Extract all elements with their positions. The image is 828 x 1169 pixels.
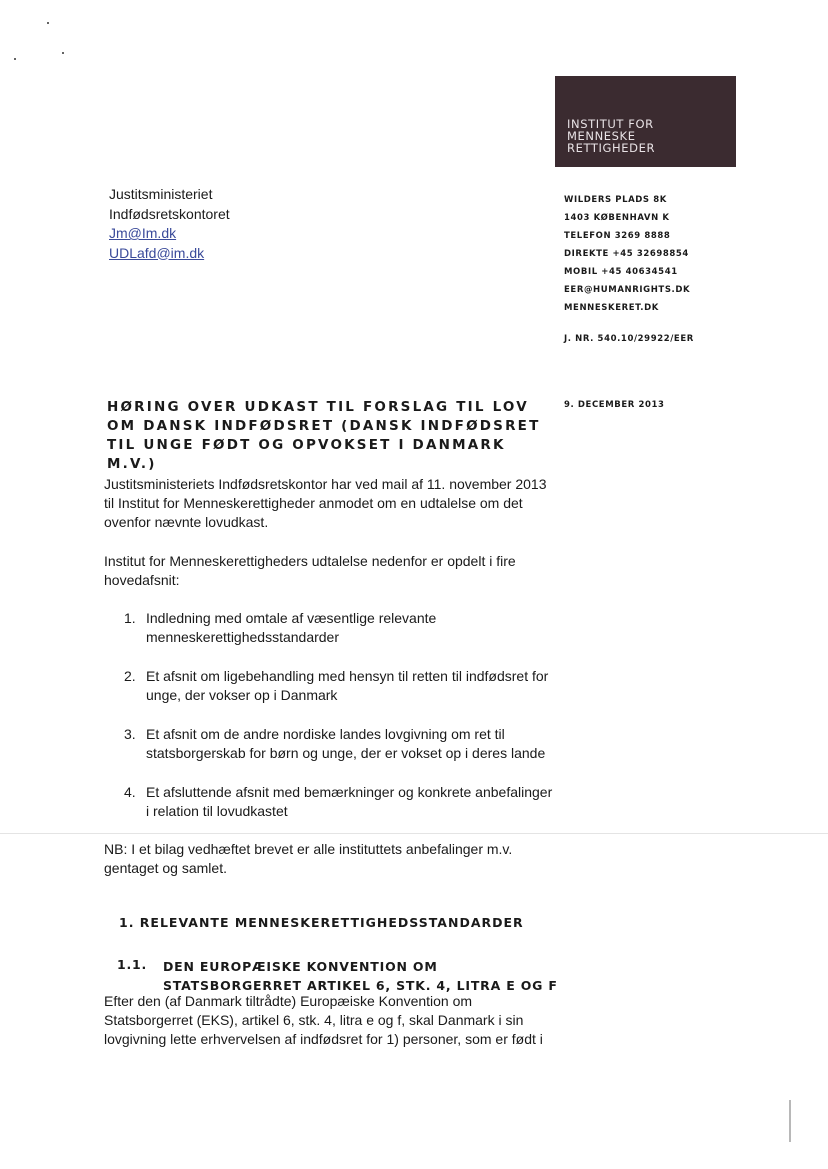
letter-date: 9. DECEMBER 2013 — [564, 400, 665, 410]
list-item — [124, 609, 554, 647]
recipient-office: Indfødsretskontoret — [109, 205, 230, 222]
sender-mobile: MOBIL +45 40634541 — [564, 267, 678, 277]
list-text: Et afsnit om ligebehandling med hensyn til retten til indfødsret for unge, der vokser op i Danmark — [146, 668, 549, 703]
scan-edge-mark — [789, 1100, 791, 1142]
subsection-number: 1.1. — [117, 957, 148, 972]
subsection-heading: DEN EUROPÆISKE KONVENTION OM STATSBORGERRET ARTIKEL 6, STK. 4, LITRA E OG F — [163, 959, 558, 993]
journal-number: J. NR. 540.10/29922/EER — [564, 334, 694, 344]
sender-direct-phone: DIREKTE +45 32698854 — [564, 249, 689, 259]
list-item — [124, 725, 554, 763]
list-number: 1. — [124, 610, 136, 626]
list-item — [124, 667, 554, 705]
list-number: 4. — [124, 784, 136, 800]
logo-line: MENNESKE — [567, 129, 636, 143]
scan-speck — [47, 22, 49, 24]
sender-email: EER@HUMANRIGHTS.DK — [564, 285, 691, 295]
list-text: Et afsnit om de andre nordiske landes lovgivning om ret til statsborgerskab for børn og unge, der er vokset op i deres lande — [146, 726, 546, 761]
logo-line: INSTITUT FOR — [567, 117, 654, 131]
scan-speck — [62, 52, 64, 54]
sender-contact-block — [564, 191, 690, 317]
list-number: 3. — [124, 726, 136, 742]
sender-phone: TELEFON 3269 8888 — [564, 231, 671, 241]
recipient-email-link[interactable]: UDLafd@im.dk — [109, 244, 205, 261]
list-text: Et afsluttende afsnit med bemærkninger og konkrete anbefalinger i relation til lovudkastet — [146, 784, 553, 819]
document-title: HØRING OVER UDKAST TIL FORSLAG TIL LOV OM DANSK INDFØDSRET (DANSK INDFØDSRET TIL UNGE FØDT OG OPVOKSET I DANMARK M.V.) — [107, 399, 541, 472]
list-number: 2. — [124, 668, 136, 684]
note-paragraph: NB: I et bilag vedhæftet brevet er alle instituttets anbefalinger m.v. gentaget og samlet. — [104, 841, 513, 876]
institute-logo — [555, 76, 736, 167]
section-heading: 1. RELEVANTE MENNESKERETTIGHEDSSTANDARDER — [119, 915, 524, 930]
section-body-text: Efter den (af Danmark tiltrådte) Europæiske Konvention om Statsborgerret (EKS), artikel 6, stk. 4, litra e og f, skal Danmark i sin lovgivning lette erhvervelsen af indfødsret for 1) personer, som er født i — [104, 993, 543, 1047]
list-text: Indledning med omtale af væsentlige relevante menneskerettighedsstandarder — [146, 610, 437, 645]
structure-paragraph: Institut for Menneskerettigheders udtalelse nedenfor er opdelt i fire hovedafsnit: — [104, 553, 516, 588]
recipient-name: Justitsministeriet — [109, 186, 213, 202]
recipient-block — [109, 185, 230, 263]
recipient-email-link[interactable]: Jm@Im.dk — [109, 225, 177, 241]
list-item — [124, 783, 554, 821]
intro-paragraph: Justitsministeriets Indfødsretskontor har ved mail af 11. november 2013 til Institut for Menneskerettigheder anmodet om en udtalelse om det ovenfor nævnte lovudkast. — [104, 476, 547, 530]
logo-line: RETTIGHEDER — [567, 141, 656, 155]
sender-address: WILDERS PLADS 8K — [564, 195, 667, 205]
sender-city: 1403 KØBENHAVN K — [564, 213, 670, 223]
sender-website: MENNESKERET.DK — [564, 303, 659, 313]
scan-speck — [14, 58, 16, 60]
divider — [0, 833, 828, 834]
